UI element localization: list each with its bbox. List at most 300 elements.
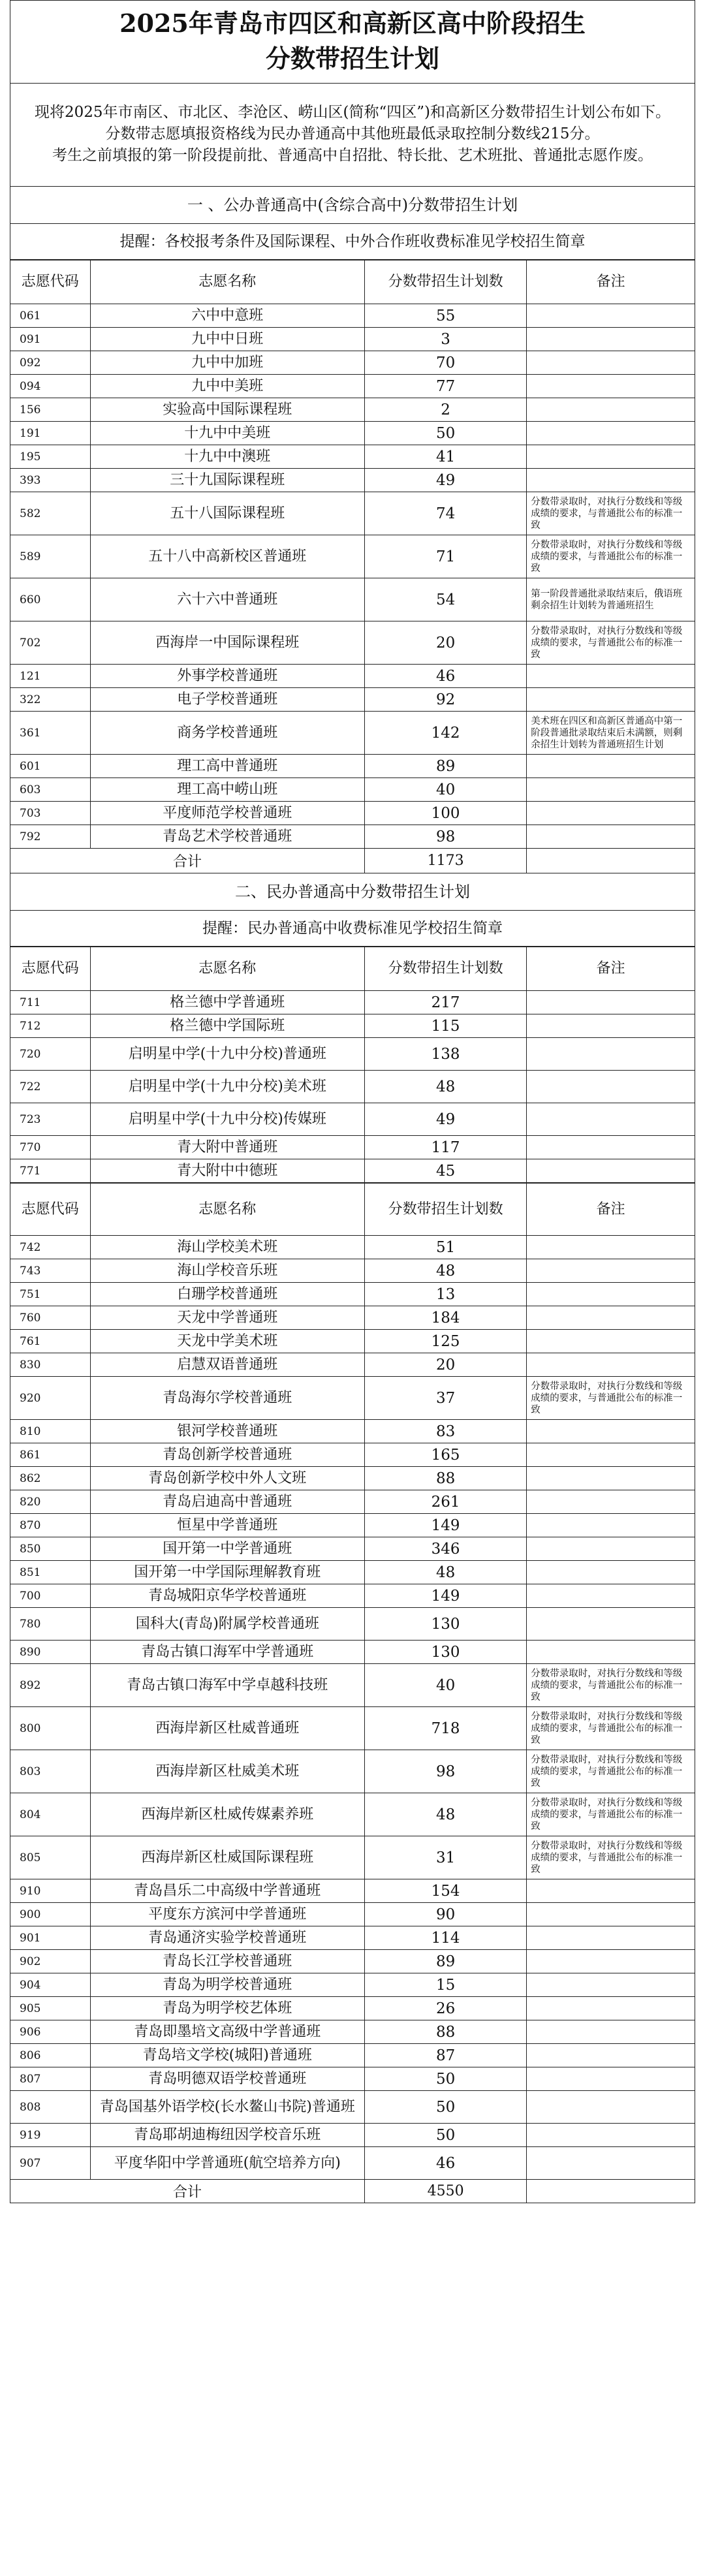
row-plan: 154 (365, 1879, 527, 1903)
row-name: 青岛即墨培文高级中学普通班 (90, 2020, 364, 2044)
row-note (527, 825, 695, 849)
row-name: 九中中加班 (90, 351, 364, 375)
table-row (10, 1561, 695, 1584)
table-row (10, 991, 695, 1014)
row-code: 919 (10, 2124, 90, 2147)
table-row (10, 712, 695, 755)
row-name: 九中中日班 (90, 328, 364, 351)
row-note (527, 351, 695, 375)
section-1-table (10, 260, 695, 873)
row-plan: 40 (365, 778, 527, 802)
table-row (10, 469, 695, 492)
row-note (527, 1641, 695, 1664)
table-row (10, 1836, 695, 1879)
table-row (10, 2044, 695, 2067)
row-note (527, 375, 695, 398)
row-plan: 130 (365, 1608, 527, 1641)
title-line-1: 2025年青岛市四区和高新区高中阶段招生 (119, 8, 586, 38)
row-code: 191 (10, 422, 90, 445)
table-row (10, 1707, 695, 1750)
row-plan: 83 (365, 1420, 527, 1443)
table-row (10, 1926, 695, 1950)
table-row (10, 621, 695, 665)
row-code: 091 (10, 328, 90, 351)
table-header-row (10, 947, 695, 991)
row-name: 国开第一中学国际理解教育班 (90, 1561, 364, 1584)
row-code: 589 (10, 535, 90, 578)
row-code: 195 (10, 445, 90, 469)
row-name: 启明星中学(十九中分校)美术班 (90, 1071, 364, 1103)
row-name: 西海岸新区杜威传媒素养班 (90, 1793, 364, 1836)
table-row (10, 1283, 695, 1306)
row-code: 902 (10, 1950, 90, 1973)
row-name: 青岛为明学校普通班 (90, 1973, 364, 1997)
row-name: 青岛长江学校普通班 (90, 1950, 364, 1973)
table-row (10, 1330, 695, 1353)
row-note (527, 1467, 695, 1490)
table-row (10, 578, 695, 621)
row-name: 商务学校普通班 (90, 712, 364, 755)
row-note (527, 398, 695, 422)
row-name: 青岛培文学校(城阳)普通班 (90, 2044, 364, 2067)
table-row (10, 304, 695, 328)
table-row (10, 778, 695, 802)
row-code: 870 (10, 1514, 90, 1537)
section-2-rows-b (10, 1236, 695, 2180)
row-name: 国开第一中学普通班 (90, 1537, 364, 1561)
row-note (527, 1490, 695, 1514)
section-2-notice: 提醒：民办普通高中收费标准见学校招生简章 (10, 911, 695, 947)
row-code: 601 (10, 755, 90, 778)
row-code: 904 (10, 1973, 90, 1997)
section-1-rows (10, 304, 695, 849)
row-code: 751 (10, 1283, 90, 1306)
total-label: 合计 (10, 2180, 365, 2203)
row-name: 青岛明德双语学校普通班 (90, 2067, 364, 2091)
header-plan: 分数带招生计划数 (365, 947, 527, 991)
row-code: 890 (10, 1641, 90, 1664)
row-note: 分数带录取时，对执行分数线和等级成绩的要求，与普通批公布的标准一致 (527, 1707, 695, 1750)
row-plan: 71 (365, 535, 527, 578)
row-plan: 15 (365, 1973, 527, 1997)
row-name: 外事学校普通班 (90, 665, 364, 688)
row-plan: 90 (365, 1903, 527, 1926)
row-code: 322 (10, 688, 90, 712)
row-plan: 92 (365, 688, 527, 712)
title-line-2: 分数带招生计划 (265, 44, 439, 73)
row-plan: 100 (365, 802, 527, 825)
row-plan: 50 (365, 2067, 527, 2091)
row-code: 700 (10, 1584, 90, 1608)
row-code: 702 (10, 621, 90, 665)
row-plan: 184 (365, 1306, 527, 1330)
row-code: 804 (10, 1793, 90, 1836)
table-row (10, 1879, 695, 1903)
row-note (527, 2091, 695, 2124)
row-plan: 130 (365, 1641, 527, 1664)
row-note (527, 1537, 695, 1561)
document-page (10, 0, 695, 2203)
row-plan: 74 (365, 492, 527, 535)
row-note (527, 1038, 695, 1071)
row-code: 771 (10, 1159, 90, 1183)
row-note (527, 1997, 695, 2020)
row-name: 理工高中普通班 (90, 755, 364, 778)
row-note (527, 1561, 695, 1584)
table-row (10, 802, 695, 825)
table-row (10, 1950, 695, 1973)
row-plan: 142 (365, 712, 527, 755)
row-note (527, 688, 695, 712)
table-row (10, 1236, 695, 1259)
intro-paragraph-2: 分数带志愿填报资格线为民办普通高中其他班最低录取控制分数线215分。 (105, 125, 600, 142)
row-plan: 98 (365, 1750, 527, 1793)
row-note (527, 1136, 695, 1159)
intro-paragraph-1: 现将2025年市南区、市北区、李沧区、崂山区(简称“四区”)和高新区分数带招生计划公布如下。 (35, 104, 670, 121)
row-name: 西海岸新区杜威美术班 (90, 1750, 364, 1793)
row-plan: 165 (365, 1443, 527, 1467)
row-plan: 46 (365, 2147, 527, 2180)
row-name: 天龙中学普通班 (90, 1306, 364, 1330)
row-plan: 48 (365, 1259, 527, 1283)
table-row (10, 1353, 695, 1377)
row-note (527, 445, 695, 469)
row-name: 青岛通济实验学校普通班 (90, 1926, 364, 1950)
header-code: 志愿代码 (10, 947, 90, 991)
row-name: 海山学校音乐班 (90, 1259, 364, 1283)
row-code: 851 (10, 1561, 90, 1584)
row-code: 361 (10, 712, 90, 755)
row-name: 西海岸新区杜威普通班 (90, 1707, 364, 1750)
intro-block (10, 84, 695, 187)
row-note (527, 1443, 695, 1467)
row-code: 803 (10, 1750, 90, 1793)
total-note (527, 2180, 695, 2203)
table-row (10, 1443, 695, 1467)
row-note (527, 1903, 695, 1926)
row-code: 810 (10, 1420, 90, 1443)
section-1-total-row (10, 849, 695, 873)
row-code: 761 (10, 1330, 90, 1353)
row-note (527, 2044, 695, 2067)
table-row (10, 1997, 695, 2020)
row-name: 三十九国际课程班 (90, 469, 364, 492)
row-name: 青岛艺术学校普通班 (90, 825, 364, 849)
table-row (10, 1136, 695, 1159)
table-row (10, 1377, 695, 1420)
table-row (10, 328, 695, 351)
row-name: 青岛国基外语学校(长水鳌山书院)普通班 (90, 2091, 364, 2124)
row-note (527, 1420, 695, 1443)
row-name: 理工高中崂山班 (90, 778, 364, 802)
row-name: 格兰德中学国际班 (90, 1014, 364, 1038)
table-row (10, 1038, 695, 1071)
row-name: 十九中中澳班 (90, 445, 364, 469)
row-note (527, 304, 695, 328)
row-name: 西海岸新区杜威国际课程班 (90, 1836, 364, 1879)
table-row (10, 825, 695, 849)
row-name: 电子学校普通班 (90, 688, 364, 712)
row-plan: 89 (365, 1950, 527, 1973)
total-label: 合计 (10, 849, 365, 873)
row-note (527, 778, 695, 802)
table-row (10, 1537, 695, 1561)
row-note (527, 1330, 695, 1353)
section-1-title: 一 、公办普通高中(含综合高中)分数带招生计划 (10, 187, 695, 224)
row-name: 青大附中普通班 (90, 1136, 364, 1159)
row-name: 青岛启迪高中普通班 (90, 1490, 364, 1514)
row-plan: 88 (365, 1467, 527, 1490)
row-note (527, 755, 695, 778)
section-2-rows-a (10, 991, 695, 1183)
header-note: 备注 (527, 947, 695, 991)
row-plan: 2 (365, 398, 527, 422)
row-name: 启明星中学(十九中分校)普通班 (90, 1038, 364, 1071)
row-code: 862 (10, 1467, 90, 1490)
row-plan: 20 (365, 621, 527, 665)
row-code: 743 (10, 1259, 90, 1283)
row-code: 900 (10, 1903, 90, 1926)
table-row (10, 1903, 695, 1926)
row-plan: 149 (365, 1514, 527, 1537)
row-code: 742 (10, 1236, 90, 1259)
header-plan: 分数带招生计划数 (365, 260, 527, 304)
row-name: 五十八国际课程班 (90, 492, 364, 535)
header-code: 志愿代码 (10, 260, 90, 304)
row-plan: 54 (365, 578, 527, 621)
row-note: 分数带录取时，对执行分数线和等级成绩的要求，与普通批公布的标准一致 (527, 621, 695, 665)
row-name: 实验高中国际课程班 (90, 398, 364, 422)
section-2-table-a (10, 947, 695, 1183)
row-plan: 50 (365, 2124, 527, 2147)
row-code: 808 (10, 2091, 90, 2124)
row-name: 六十六中普通班 (90, 578, 364, 621)
row-note (527, 1159, 695, 1183)
row-name: 九中中美班 (90, 375, 364, 398)
row-code: 920 (10, 1377, 90, 1420)
row-plan: 117 (365, 1136, 527, 1159)
row-name: 青岛昌乐二中高级中学普通班 (90, 1879, 364, 1903)
table-row (10, 1490, 695, 1514)
row-code: 792 (10, 825, 90, 849)
row-note: 分数带录取时，对执行分数线和等级成绩的要求，与普通批公布的标准一致 (527, 1836, 695, 1879)
section-2-title: 二、民办普通高中分数带招生计划 (10, 873, 695, 911)
table-row (10, 2067, 695, 2091)
row-note (527, 1973, 695, 1997)
row-plan: 87 (365, 2044, 527, 2067)
header-name: 志愿名称 (90, 260, 364, 304)
table-row (10, 1306, 695, 1330)
row-plan: 125 (365, 1330, 527, 1353)
row-note (527, 802, 695, 825)
row-code: 806 (10, 2044, 90, 2067)
table-row (10, 1259, 695, 1283)
row-code: 582 (10, 492, 90, 535)
row-name: 青岛城阳京华学校普通班 (90, 1584, 364, 1608)
row-plan: 50 (365, 2091, 527, 2124)
row-code: 660 (10, 578, 90, 621)
row-plan: 31 (365, 1836, 527, 1879)
row-plan: 70 (365, 351, 527, 375)
table-row (10, 492, 695, 535)
row-note (527, 2147, 695, 2180)
row-note (527, 991, 695, 1014)
row-plan: 89 (365, 755, 527, 778)
row-plan: 115 (365, 1014, 527, 1038)
row-code: 906 (10, 2020, 90, 2044)
row-code: 156 (10, 398, 90, 422)
row-note (527, 422, 695, 445)
row-plan: 46 (365, 665, 527, 688)
header-name: 志愿名称 (90, 1184, 364, 1236)
section-2-total-row (10, 2180, 695, 2203)
total-value: 1173 (365, 849, 527, 873)
row-code: 892 (10, 1664, 90, 1707)
table-row (10, 351, 695, 375)
row-plan: 51 (365, 1236, 527, 1259)
row-plan: 45 (365, 1159, 527, 1183)
row-name: 平度华阳中学普通班(航空培养方向) (90, 2147, 364, 2180)
total-value: 4550 (365, 2180, 527, 2203)
row-note (527, 469, 695, 492)
total-note (527, 849, 695, 873)
row-code: 723 (10, 1103, 90, 1136)
row-name: 青岛耶胡迪梅纽因学校音乐班 (90, 2124, 364, 2147)
row-name: 青岛海尔学校普通班 (90, 1377, 364, 1420)
row-code: 861 (10, 1443, 90, 1467)
row-code: 121 (10, 665, 90, 688)
row-plan: 50 (365, 422, 527, 445)
row-name: 格兰德中学普通班 (90, 991, 364, 1014)
row-code: 603 (10, 778, 90, 802)
table-row (10, 1793, 695, 1836)
row-plan: 49 (365, 469, 527, 492)
row-note: 第一阶段普通批录取结束后，俄语班剩余招生计划转为普通班招生 (527, 578, 695, 621)
row-code: 800 (10, 1707, 90, 1750)
table-row (10, 2091, 695, 2124)
row-code: 770 (10, 1136, 90, 1159)
table-header-row (10, 1184, 695, 1236)
row-name: 青大附中中德班 (90, 1159, 364, 1183)
document-title (10, 1, 695, 84)
row-note (527, 1584, 695, 1608)
row-note (527, 1950, 695, 1973)
row-name: 西海岸一中国际课程班 (90, 621, 364, 665)
row-plan: 26 (365, 1997, 527, 2020)
table-row (10, 535, 695, 578)
table-row (10, 755, 695, 778)
row-note (527, 1236, 695, 1259)
table-row (10, 2020, 695, 2044)
row-plan: 138 (365, 1038, 527, 1071)
row-code: 061 (10, 304, 90, 328)
row-code: 850 (10, 1537, 90, 1561)
table-row (10, 445, 695, 469)
table-row (10, 1071, 695, 1103)
header-note: 备注 (527, 1184, 695, 1236)
row-note (527, 1514, 695, 1537)
row-name: 青岛创新学校普通班 (90, 1443, 364, 1467)
row-note: 分数带录取时，对执行分数线和等级成绩的要求，与普通批公布的标准一致 (527, 1793, 695, 1836)
row-plan: 48 (365, 1793, 527, 1836)
row-code: 820 (10, 1490, 90, 1514)
row-name: 恒星中学普通班 (90, 1514, 364, 1537)
table-row (10, 1467, 695, 1490)
row-code: 805 (10, 1836, 90, 1879)
intro-paragraph-3: 考生之前填报的第一阶段提前批、普通高中自招批、特长批、艺术班批、普通批志愿作废。 (52, 147, 653, 164)
table-row (10, 1159, 695, 1183)
row-note (527, 2067, 695, 2091)
row-code: 907 (10, 2147, 90, 2180)
row-note (527, 1259, 695, 1283)
row-code: 393 (10, 469, 90, 492)
row-name: 平度东方滨河中学普通班 (90, 1903, 364, 1926)
table-row (10, 1973, 695, 1997)
table-row (10, 1420, 695, 1443)
row-code: 720 (10, 1038, 90, 1071)
table-row (10, 398, 695, 422)
row-plan: 217 (365, 991, 527, 1014)
row-note (527, 1926, 695, 1950)
table-row (10, 1014, 695, 1038)
table-row (10, 1608, 695, 1641)
row-note (527, 665, 695, 688)
row-note (527, 1071, 695, 1103)
section-1-notice: 提醒：各校报考条件及国际课程、中外合作班收费标准见学校招生简章 (10, 224, 695, 260)
table-row (10, 1584, 695, 1608)
header-code: 志愿代码 (10, 1184, 90, 1236)
row-note (527, 1103, 695, 1136)
row-plan: 346 (365, 1537, 527, 1561)
row-code: 905 (10, 1997, 90, 2020)
table-row (10, 665, 695, 688)
row-name: 十九中中美班 (90, 422, 364, 445)
table-row (10, 2124, 695, 2147)
row-code: 910 (10, 1879, 90, 1903)
row-plan: 13 (365, 1283, 527, 1306)
row-name: 青岛古镇口海军中学普通班 (90, 1641, 364, 1664)
row-name: 青岛为明学校艺体班 (90, 1997, 364, 2020)
row-plan: 718 (365, 1707, 527, 1750)
row-note (527, 1014, 695, 1038)
row-name: 天龙中学美术班 (90, 1330, 364, 1353)
row-name: 启慧双语普通班 (90, 1353, 364, 1377)
row-plan: 55 (365, 304, 527, 328)
row-name: 青岛创新学校中外人文班 (90, 1467, 364, 1490)
row-plan: 114 (365, 1926, 527, 1950)
row-note (527, 1608, 695, 1641)
row-name: 白珊学校普通班 (90, 1283, 364, 1306)
table-row (10, 422, 695, 445)
table-row (10, 1664, 695, 1707)
table-row (10, 1750, 695, 1793)
row-note: 分数带录取时，对执行分数线和等级成绩的要求，与普通批公布的标准一致 (527, 1377, 695, 1420)
row-plan: 49 (365, 1103, 527, 1136)
row-name: 青岛古镇口海军中学卓越科技班 (90, 1664, 364, 1707)
row-plan: 3 (365, 328, 527, 351)
row-note (527, 1306, 695, 1330)
row-note (527, 2020, 695, 2044)
row-plan: 41 (365, 445, 527, 469)
row-plan: 149 (365, 1584, 527, 1608)
row-note: 分数带录取时，对执行分数线和等级成绩的要求，与普通批公布的标准一致 (527, 1750, 695, 1793)
table-row (10, 1641, 695, 1664)
section-2-table-b (10, 1183, 695, 2203)
row-code: 760 (10, 1306, 90, 1330)
header-note: 备注 (527, 260, 695, 304)
table-row (10, 1514, 695, 1537)
row-note (527, 328, 695, 351)
